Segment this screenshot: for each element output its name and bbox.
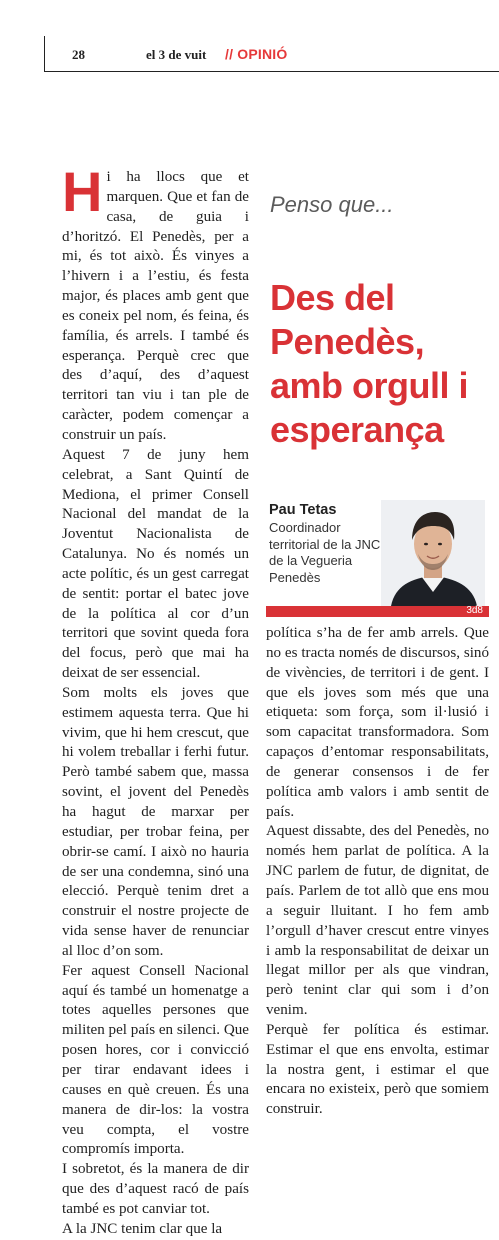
page-header [44, 36, 499, 72]
author-role: Coordinador territorial de la JNC de la Vegueria Penedès [269, 520, 381, 585]
article-column-left [62, 160, 249, 1240]
article-paragraph: Perquè fer política és estimar. Estimar el que ens envolta, estimar la nostra gent, i estimar el que encara no existeix, però que somiem construir. [266, 1021, 489, 1118]
article-paragraph: A la JNC tenim clar que la [62, 1220, 223, 1237]
article-headline: Des del Penedès, amb orgull i esperança [270, 277, 469, 450]
article-paragraph [62, 160, 249, 446]
author-name: Pau Tetas [269, 502, 337, 518]
article-paragraph: política s’ha de fer amb arrels. Que no es tracta només de discursos, sinó de vivències, de territori i de gent. I que els joves som més que una etiqueta: som força, som il·lusió i som capacitat transformadora. Som capaços d’entomar responsabilitats, de generar consensos i de fer política amb valors i amb sentit de país. [266, 625, 489, 820]
article-paragraph: Fer aquest Consell Nacional aquí és també un homenatge a totes aquelles persones que militen pel país en silenci. Que posen hores, cor i convicció per tirar endavant idees i causes en què creuen. És una manera de dir-los: la vostra veu compta, el vostre compromís importa. [62, 962, 249, 1158]
article-paragraph: I sobretot, és la manera de dir que des d’aquest racó de país també es pot canviar tot. [62, 1161, 249, 1217]
article-kicker: Penso que... [270, 192, 394, 217]
photo-credit-bar [266, 606, 489, 617]
article-paragraph: Aquest 7 de juny hem celebrat, a Sant Quintí de Mediona, el primer Consell Nacional del mandat de la Joventut Nacionalista de Catalunya. No és només un acte polític, és un gest carregat de sentit: portar el batec jove de la política al cor d’un territori que sovint queda fora del focus, però que mai ha deixat de ser essencial. [62, 446, 249, 682]
article-column-right [266, 624, 489, 1120]
header-rule-vertical [44, 36, 45, 72]
page-number: 28 [72, 47, 85, 62]
author-portrait-image [381, 500, 485, 606]
section-label: // OPINIÓ [225, 46, 288, 62]
photo-credit: 3d8 [466, 605, 483, 616]
paragraph-text: i ha llocs que et marquen. Que et fan de casa, de guia i d’horitzó. El Penedès, per a mi, és tot això. És vinyes a l’hivern i a l’estiu, és festa major, és places amb gent que es coneix pel nom, és feina, és família, és arrels. I també és esperança. Perquè crec que des d’aquí, des d’aquest territori tan viu i tan ple de caràcter, podem començar a construir un país. [62, 169, 249, 443]
header-rule-horizontal [44, 71, 499, 72]
author-photo [381, 500, 485, 606]
publication-name: el 3 de vuit [146, 47, 207, 62]
article-paragraph: Aquest dissabte, des del Penedès, no només hem parlat de política. A la JNC parlem de futur, de dignitat, de país. Parlem de tot allò que ens mou a seguir lluitant. I ho fem amb l’orgull d’haver crescut entre vinyes i amb la responsabilitat de deixar un llegat millor per als que vindran, però tenint clar qui som i d’on venim. [266, 823, 489, 1019]
article-paragraph: Som molts els joves que estimem aquesta terra. Que hi vivim, que hi hem crescut, que hi volem treballar i ferhi futur. Però també sabem que, massa sovint, el jovent del Penedès ha hagut de marxar per estudiar, per trobar feina, per obrir-se camí. I això no hauria de ser una condemna, sinó una elecció. Perquè tenim dret a construir el nostre projecte de vida sense haver de renunciar al lloc d’on som. [62, 684, 249, 959]
drop-cap: H [62, 160, 103, 223]
